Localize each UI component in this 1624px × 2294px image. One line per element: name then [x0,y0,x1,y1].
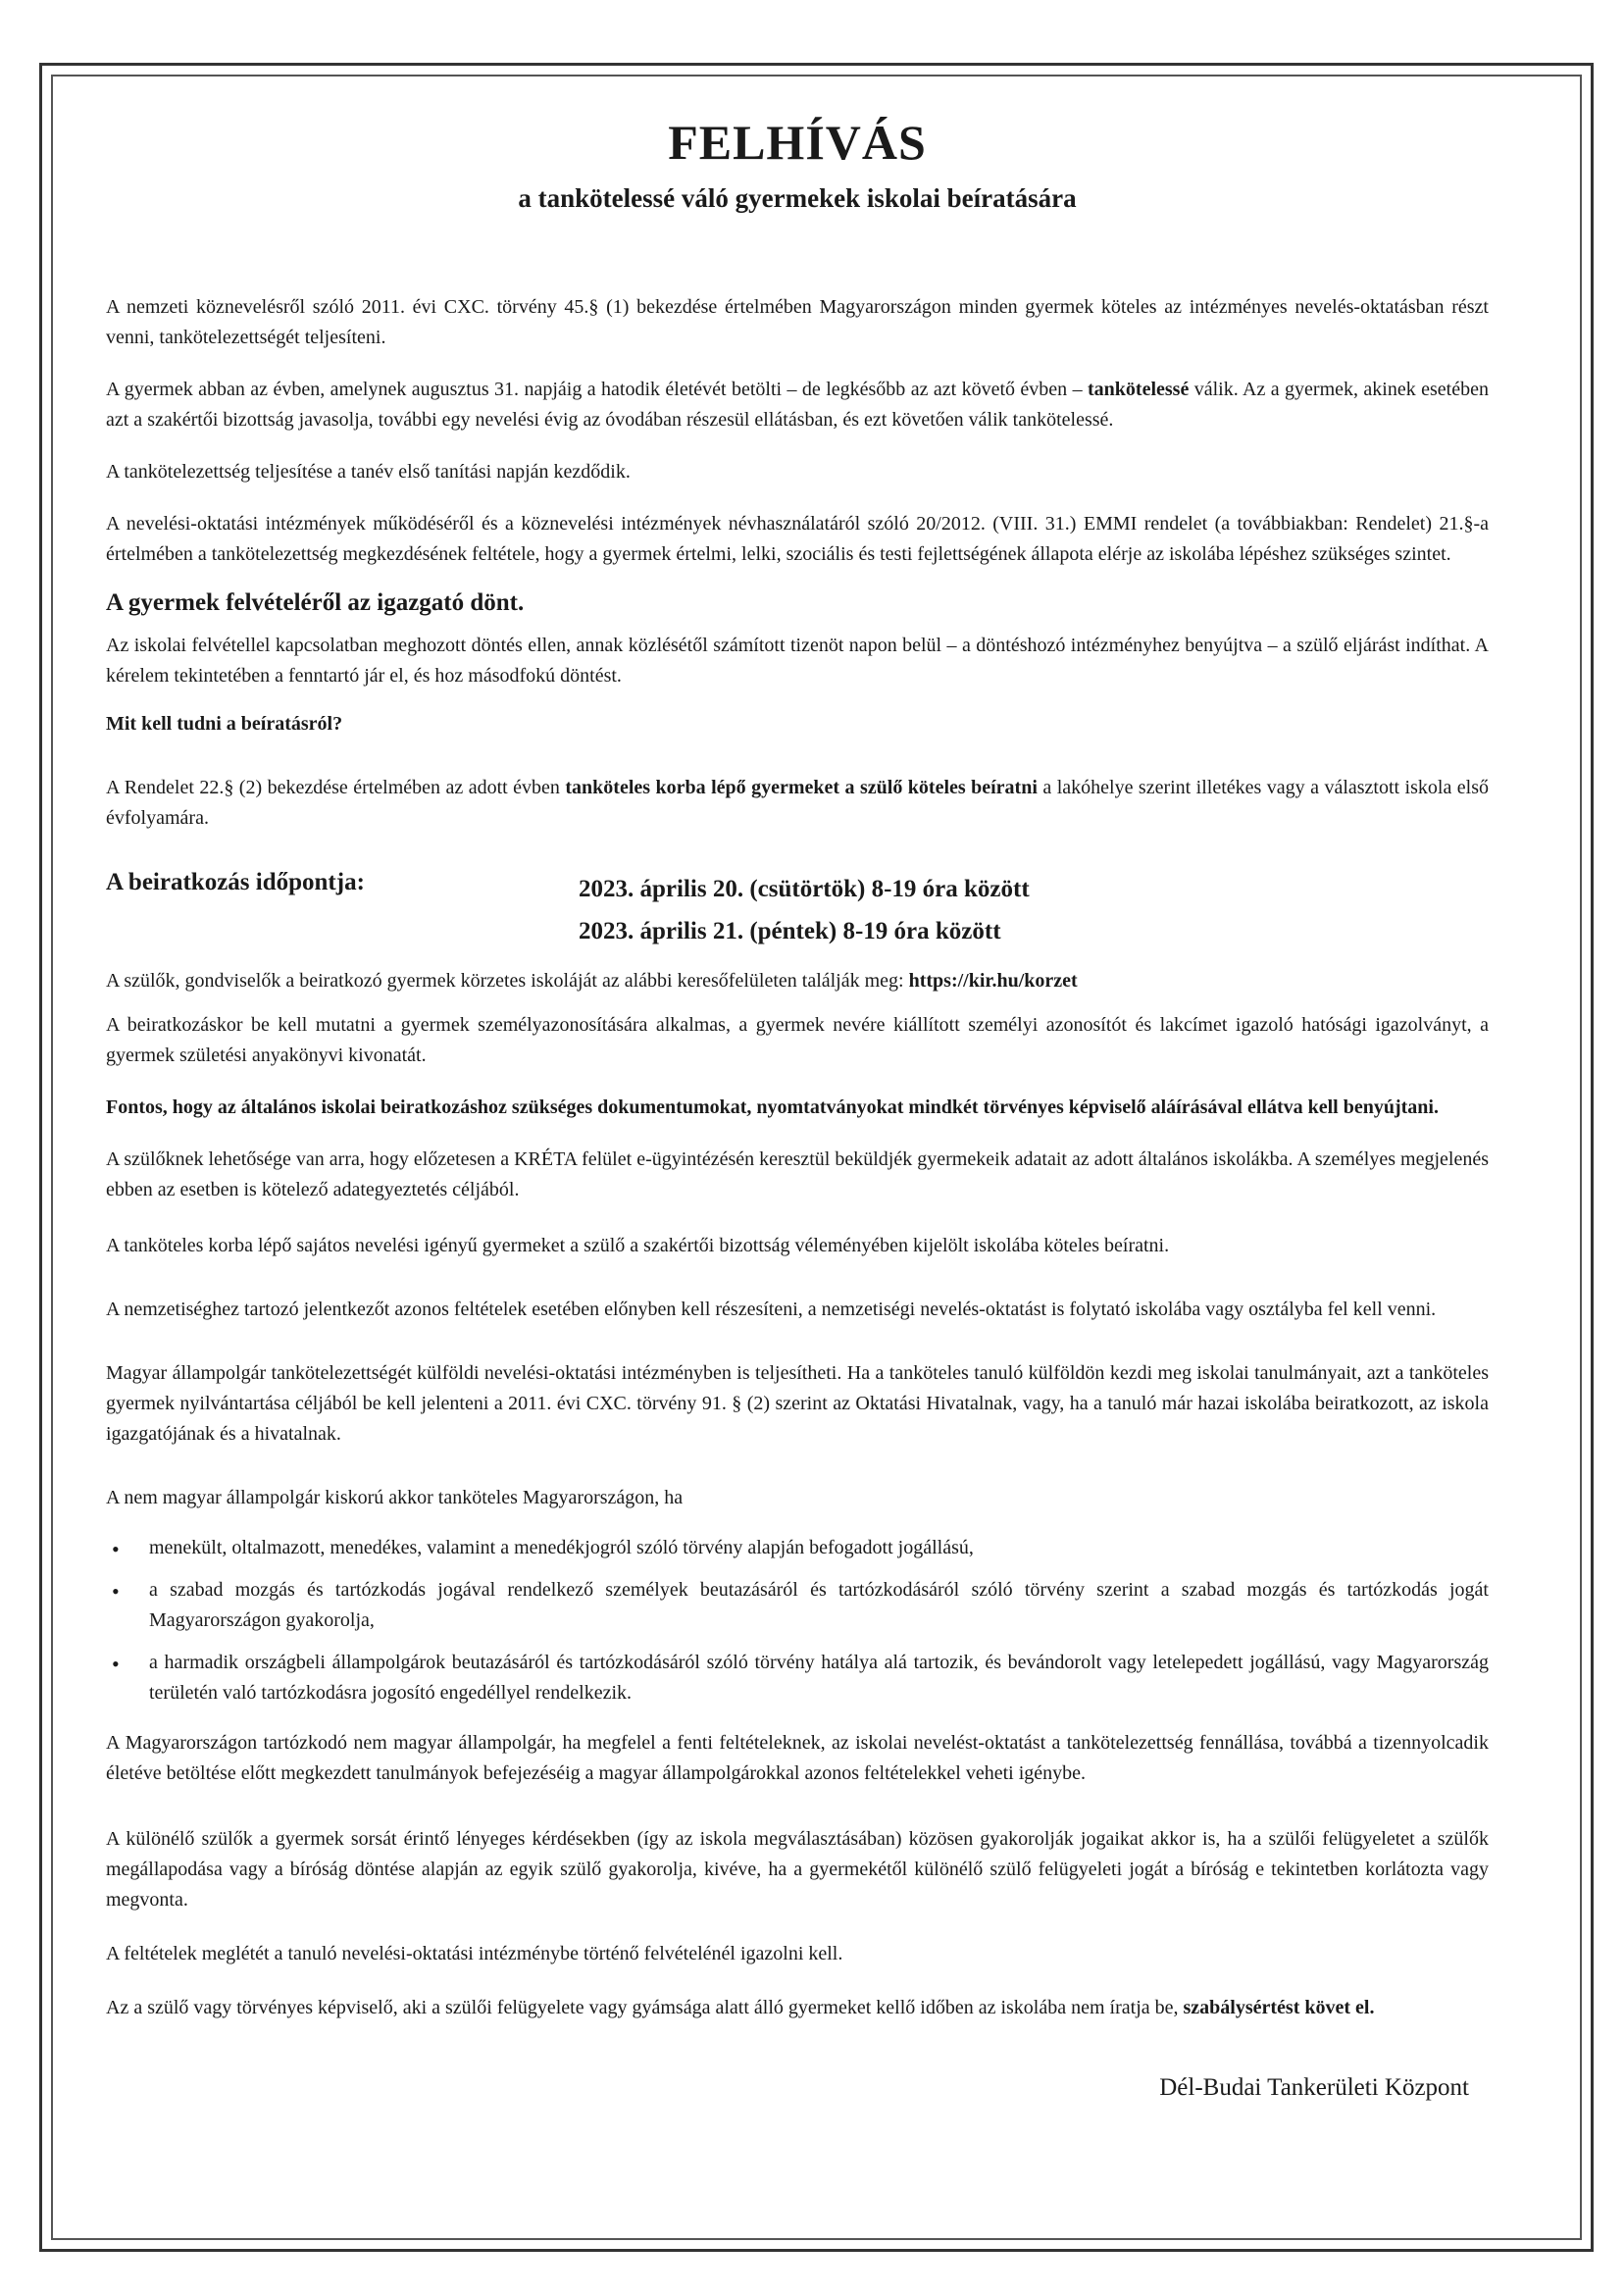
paragraph-foreign-education-rights: A Magyarországon tartózkodó nem magyar állampolgár, ha megfelel a fenti feltételeknek, az iskolai nevelést-oktatást a tankötelezettség fennállása, továbbá a tizennyolcadik életéve betöltése előtt megkezdett tanulmányok befejezéséig a magyar állampolgárokkal azonos feltételekkel veheti igénybe. [106,1732,1489,1784]
list-item: • a harmadik országbeli állampolgárok beutazásáról és tartózkodásáról szóló törvény hatálya alá tartozik, és bevándorolt vagy letelepedett jogállású, vagy Magyarország területén való tartózkodásra jogosító engedéllyel rendelkezik. [106,1648,1489,1708]
list-item: • a szabad mozgás és tartózkodás jogával rendelkező személyek beutazásáról és tartózkodásáról szóló törvény szerint a szabad mozgás és tartózkodás jogát Magyarországon gyakorolja, [106,1575,1489,1636]
enrollment-dates-label: A beiratkozás időpontja: [106,869,365,895]
district-lookup-link[interactable]: https://kir.hu/korzet [908,970,1078,992]
paragraph-signature-requirement: Fontos, hogy az általános iskolai beiratkozáshoz szükséges dokumentumokat, nyomtatványokat mindkét törvényes képviselő aláírásával ellátva kell benyújtani. [106,1096,1439,1118]
paragraph-abroad: Magyar állampolgár tankötelezettségét külföldi nevelési-oktatási intézményben is teljesítheti. Ha a tanköteles tanuló külföldön kezdi meg iskolai tanulmányait, azt a tanköteles gyermek nyilvántartása céljából be kell jelenteni a 2011. évi CXC. törvény 91. § (2) szerint az Oktatási Hivatalnak, vagy, ha a tanuló már hazai iskolába beiratkozott, az iskola igazgatójának és a hivatalnak. [106,1362,1489,1445]
paragraph-special-needs: A tanköteles korba lépő sajátos nevelési igényű gyermeket a szülő a szakértői bizottság véleményében kijelölt iskolába köteles beíratni. [106,1235,1170,1256]
document-title: FELHÍVÁS [668,115,927,170]
list-item: • menekült, oltalmazott, menedékes, valamint a menedékjogról szóló törvény alapján befogadott jogállású, [106,1533,1489,1563]
paragraph-regulation: A nevelési-oktatási intézmények működéséről és a köznevelési intézmények névhasználatáról szóló 20/2012. (VIII. 31.) EMMI rendelet (a továbbiakban: Rendelet) 21.§-a értelmében a tankötelezettség megkezdésének feltétele, hogy a gyermek értelmi, lelki, szociális és testi fejlettségének állapota elérje az iskolába lépéshez szükséges szintet. [106,513,1489,565]
paragraph-school-start: A tankötelezettség teljesítése a tanév első tanítási napján kezdődik. [106,461,631,483]
paragraph-offence: Az a szülő vagy törvényes képviselő, aki a szülői felügyelete vagy gyámsága alatt álló gyermeket kellő időben az iskolába nem íratja be, szabálysértést követ el. [106,1997,1375,2018]
enrollment-date-2: 2023. április 21. (péntek) 8-19 óra között [579,917,1001,944]
paragraph-enrollment-obligation: A Rendelet 22.§ (2) bekezdése értelmében az adott évben tanköteles korba lépő gyermeket a szülő köteles beíratni a lakóhelye szerint illetékes vagy a választott iskola első évfolyamára. [106,777,1490,829]
paragraph-verification: A feltételek meglétét a tanuló nevelési-oktatási intézménybe történő felvételénél igazolni kell. [106,1943,843,1964]
enrollment-date-1: 2023. április 20. (csütörtök) 8-19 óra között [579,876,1030,902]
heading-admission-decision: A gyermek felvételéről az igazgató dönt. [106,589,525,616]
document-body [106,116,1489,2102]
paragraph-kreta-online: A szülőknek lehetősége van arra, hogy előzetesen a KRÉTA felület e-ügyintézésén keresztül beküldjék gyermekeik adatait az adott általános iskolákba. A személyes megjelenés ebben az esetben is kötelező adategyeztetés céljából. [106,1148,1489,1200]
document-subtitle: a tankötelessé váló gyermekek iskolai beíratására [518,183,1077,213]
paragraph-non-hungarian: A nem magyar állampolgár kiskorú akkor tanköteles Magyarországon, ha [106,1487,684,1508]
paragraph-separated-parents: A különélő szülők a gyermek sorsát érintő lényeges kérdésekben (így az iskola megválasztásában) közösen gyakorolják jogaikat akkor is, ha a szülői felügyeletet a szülők megállapodása vagy a bíróság döntése alapján az egyik szülő gyakorolja, kivéve, ha a gyermekétől különélő szülő felügyeleti jogát a bíróság e tekintetben korlátozta vagy megvonta. [106,1828,1489,1911]
paragraph-appeal: Az iskolai felvétellel kapcsolatban meghozott döntés ellen, annak közlésétől számított tizenöt napon belül – a döntéshozó intézményhez benyújtva – a szülő eljárást indíthat. A kérelem tekintetében a fenntartó jár el, és hoz másodfokú döntést. [106,635,1489,687]
enrollment-dates [106,869,1489,952]
signature: Dél-Budai Tankerületi Központ [1159,2074,1469,2101]
conditions-list [106,1533,1489,1708]
paragraph-required-documents: A beiratkozáskor be kell mutatni a gyermek személyazonosítására alkalmas, a gyermek nevére kiállított személyi azonosítót és lakcímet igazoló hatósági igazolványt, a gyermek születési anyakönyvi kivonatát. [106,1014,1489,1066]
paragraph-public-education-law: A nemzeti köznevelésről szóló 2011. évi CXC. törvény 45.§ (1) bekezdése értelmében Magyarországon minden gyermek köteles az intézményes nevelés-oktatásban részt venni, tankötelezettségét teljesíteni. [106,296,1489,348]
paragraph-district-school: A szülők, gondviselők a beiratkozó gyermek körzetes iskoláját az alábbi keresőfelületen találják meg: https://kir.hu/korzet [106,970,1078,992]
paragraph-compulsory-age: A gyermek abban az évben, amelynek augusztus 31. napjáig a hatodik életévét betölti – de legkésőbb az azt követő évben – tankötelessé válik. Az a gyermek, akinek esetében azt a szakértői bizottság javasolja, további egy nevelési évig az óvodában részesül ellátásban, és ezt követően válik tankötelessé. [106,379,1489,431]
heading-what-to-know: Mit kell tudni a beíratásról? [106,713,343,735]
paragraph-nationality: A nemzetiséghez tartozó jelentkezőt azonos feltételek esetében előnyben kell részesíteni, a nemzetiségi nevelés-oktatást is folytató iskolába vagy osztályba fel kell venni. [106,1299,1437,1320]
